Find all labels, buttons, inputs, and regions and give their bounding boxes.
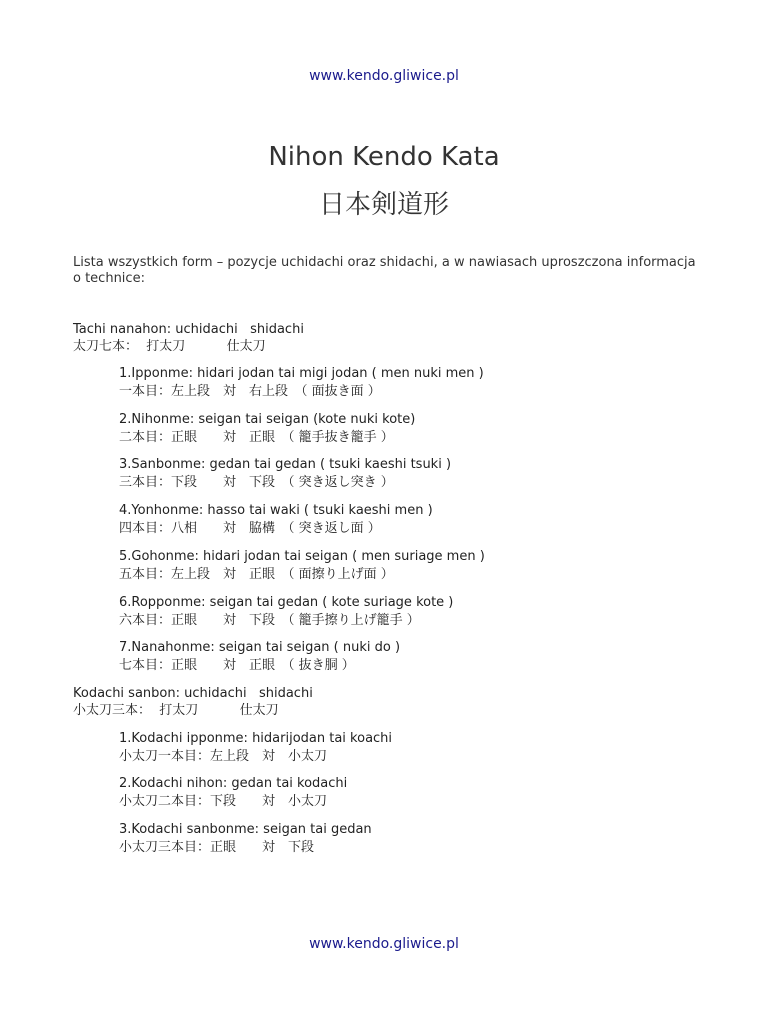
- kodachi-form-2-japanese: 小太刀二本目：下段 対 小太刀: [119, 794, 328, 809]
- tachi-form-6-japanese: 六本目：正眼 対 下段 （ 籠手擦り上げ籠手 ）: [119, 613, 420, 628]
- kodachi-form-3-japanese: 小太刀三本目：正眼 対 下段: [119, 840, 315, 855]
- kodachi-form-1-roman: 1.Kodachi ipponme: hidarijodan tai koachi: [119, 731, 393, 746]
- intro-paragraph: Lista wszystkich form – pozycje uchidachi oraz shidachi, a w nawiasach uproszczona informacja o technice:: [73, 255, 696, 286]
- tachi-form-4-japanese: 四本目：八相 対 脇構 （ 突き返し面 ）: [119, 521, 381, 536]
- tachi-form-4-roman: 4.Yonhonme: hasso tai waki ( tsuki kaeshi men ): [119, 503, 433, 518]
- page-title-japanese: 日本剣道形: [318, 190, 449, 220]
- tachi-form-6-roman: 6.Ropponme: seigan tai gedan ( kote suriage kote ): [119, 595, 454, 610]
- kodachi-form-1-japanese: 小太刀一本目：左上段 対 小太刀: [119, 749, 328, 764]
- tachi-form-2-roman: 2.Nihonme: seigan tai seigan (kote nuki kote): [119, 412, 416, 427]
- tachi-form-5-japanese: 五本目：左上段 対 正眼 （ 面擦り上げ面 ）: [119, 567, 394, 582]
- tachi-form-3-roman: 3.Sanbonme: gedan tai gedan ( tsuki kaeshi tsuki ): [119, 457, 452, 472]
- kodachi-heading-japanese: 小太刀三本： 打太刀 仕太刀: [73, 703, 279, 718]
- tachi-form-1-roman: 1.Ipponme: hidari jodan tai migi jodan ( men nuki men ): [119, 366, 484, 381]
- footer-site-link[interactable]: www.kendo.gliwice.pl: [309, 936, 459, 952]
- tachi-form-3-japanese: 三本目：下段 対 下段 （ 突き返し突き ）: [119, 475, 394, 490]
- page-title-english: Nihon Kendo Kata: [268, 142, 500, 172]
- kodachi-heading-roman: Kodachi sanbon: uchidachi shidachi: [73, 686, 313, 701]
- tachi-form-7-japanese: 七本目：正眼 対 正眼 （ 抜き胴 ）: [119, 658, 355, 673]
- tachi-form-7-roman: 7.Nanahonme: seigan tai seigan ( nuki do ): [119, 640, 401, 655]
- tachi-form-5-roman: 5.Gohonme: hidari jodan tai seigan ( men suriage men ): [119, 549, 485, 564]
- header-site-link[interactable]: www.kendo.gliwice.pl: [309, 68, 459, 84]
- tachi-form-1-japanese: 一本目：左上段 対 右上段 （ 面抜き面 ）: [119, 384, 381, 399]
- tachi-form-2-japanese: 二本目：正眼 対 正眼 （ 籠手抜き籠手 ）: [119, 430, 394, 445]
- kodachi-form-3-roman: 3.Kodachi sanbonme: seigan tai gedan: [119, 822, 372, 837]
- tachi-heading-roman: Tachi nanahon: uchidachi shidachi: [73, 322, 304, 337]
- kodachi-form-2-roman: 2.Kodachi nihon: gedan tai kodachi: [119, 776, 348, 791]
- tachi-heading-japanese: 太刀七本： 打太刀 仕太刀: [73, 339, 266, 354]
